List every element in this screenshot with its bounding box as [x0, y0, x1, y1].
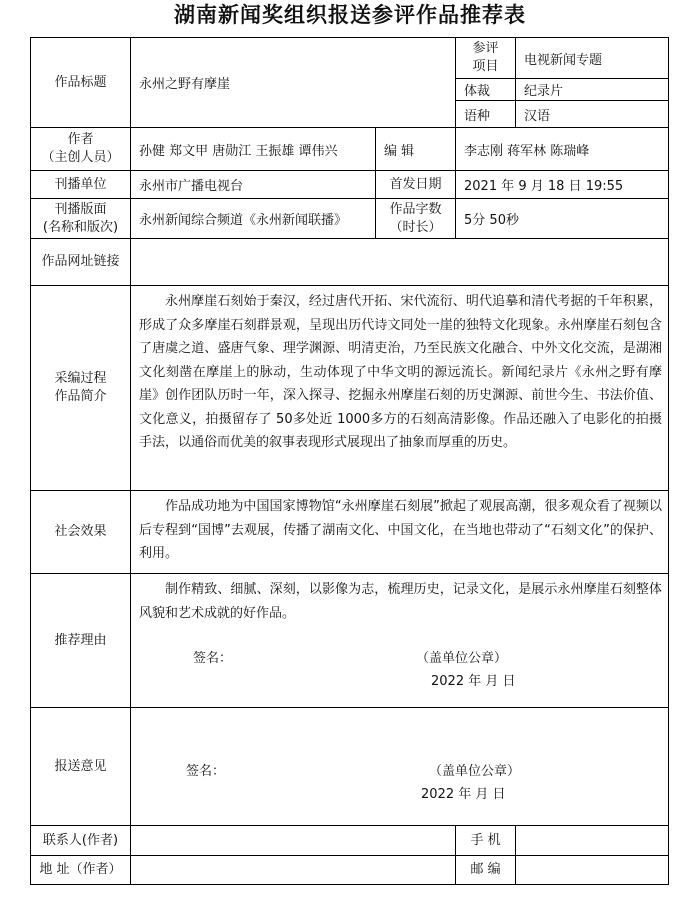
layout-label: 刊播版面 (名称和版次)	[31, 199, 131, 239]
publisher-label: 刊播单位	[31, 171, 131, 199]
entry-item-label: 参评 项目	[456, 38, 516, 79]
reason-date: 2022 年 月 日	[431, 674, 516, 689]
form-title: 湖南新闻奖组织报送参评作品推荐表	[174, 2, 526, 27]
process-text-cell	[131, 286, 669, 491]
work-title-value: 永州之野有摩崖	[131, 38, 456, 128]
process-label: 采编过程 作品简介	[31, 286, 131, 491]
social-effect-cell	[131, 491, 669, 574]
zip-value	[516, 856, 669, 885]
reason-cell	[131, 574, 669, 708]
address-label: 地 址（作者）	[31, 856, 131, 885]
opinion-cell	[131, 708, 669, 826]
editor-value: 李志刚 蒋军林 陈瑞峰	[456, 128, 669, 171]
first-date-label: 首发日期	[376, 171, 456, 199]
layout-value: 永州新闻综合频道《永州新闻联播》	[131, 199, 376, 239]
recommendation-table	[30, 37, 669, 885]
contact-label: 联系人(作者)	[31, 826, 131, 856]
opinion-seal-label: （盖单位公章）	[429, 764, 521, 779]
first-date-value: 2021 年 9 月 18 日 19:55	[456, 171, 669, 199]
genre-value: 纪录片	[516, 79, 669, 101]
reason-text: 制作精致、细腻、深刻，以影像为志，梳理历史，记录文化，是展示永州摩崖石刻整体风貌和艺术成就的好作品。	[139, 582, 663, 621]
genre-label: 体裁	[456, 79, 516, 101]
language-value: 汉语	[516, 101, 669, 128]
language-label: 语种	[456, 101, 516, 128]
address-value	[131, 856, 456, 885]
author-label: 作者 （主创人员）	[31, 128, 131, 171]
word-count-value: 5分 50秒	[456, 199, 669, 239]
url-value	[131, 239, 669, 286]
url-label: 作品网址链接	[31, 239, 131, 286]
phone-value	[516, 826, 669, 856]
work-title-label: 作品标题	[31, 38, 131, 128]
editor-label: 编 辑	[376, 128, 456, 171]
opinion-date: 2022 年 月 日	[421, 787, 506, 802]
reason-seal-label: （盖单位公章）	[416, 651, 508, 666]
opinion-sign-label: 签名：	[186, 764, 226, 779]
opinion-label: 报送意见	[31, 708, 131, 826]
social-effect-text: 作品成功地为中国国家博物馆“永州摩崖石刻展”掀起了观展高潮，很多观众看了视频以后专程到“国博”去观展，传播了湖南文化、中国文化，在当地也带动了“石刻文化”的保护、利用。	[139, 499, 663, 561]
author-value: 孙健 郑文甲 唐勋江 王振雄 谭伟兴	[131, 128, 376, 171]
publisher-value: 永州市广播电视台	[131, 171, 376, 199]
entry-item-value: 电视新闻专题	[516, 38, 669, 79]
process-text: 永州摩崖石刻始于秦汉，经过唐代开拓、宋代流衍、明代追摹和清代考据的千年积累，形成了众多摩崖石刻群景观，呈现出历代诗文同处一崖的独特文化现象。永州摩崖石刻包含了唐虞之道、盛唐气象、理学渊源、明清吏治，乃至民族文化融合、中外文化交流，是湖湘文化刻凿在摩崖上的脉动，生动体现了中华文明的源远流长。新闻纪录片《永州之野有摩崖》创作团队历时一年，深入探寻、挖掘永州摩崖石刻的历史渊源、前世今生、书法价值、文化意义，拍摄留存了 50多处近 1000多方的石刻高清影像。作品还融入了电影化的拍摄手法，以通俗而优美的叙事表现形式展现出了抽象而厚重的历史。	[139, 294, 663, 450]
social-effect-label: 社会效果	[31, 491, 131, 574]
zip-label: 邮 编	[456, 856, 516, 885]
reason-sign-label: 签名：	[193, 651, 233, 666]
contact-value	[131, 826, 456, 856]
word-count-label: 作品字数 （时长）	[376, 199, 456, 239]
reason-label: 推荐理由	[31, 574, 131, 708]
phone-label: 手 机	[456, 826, 516, 856]
